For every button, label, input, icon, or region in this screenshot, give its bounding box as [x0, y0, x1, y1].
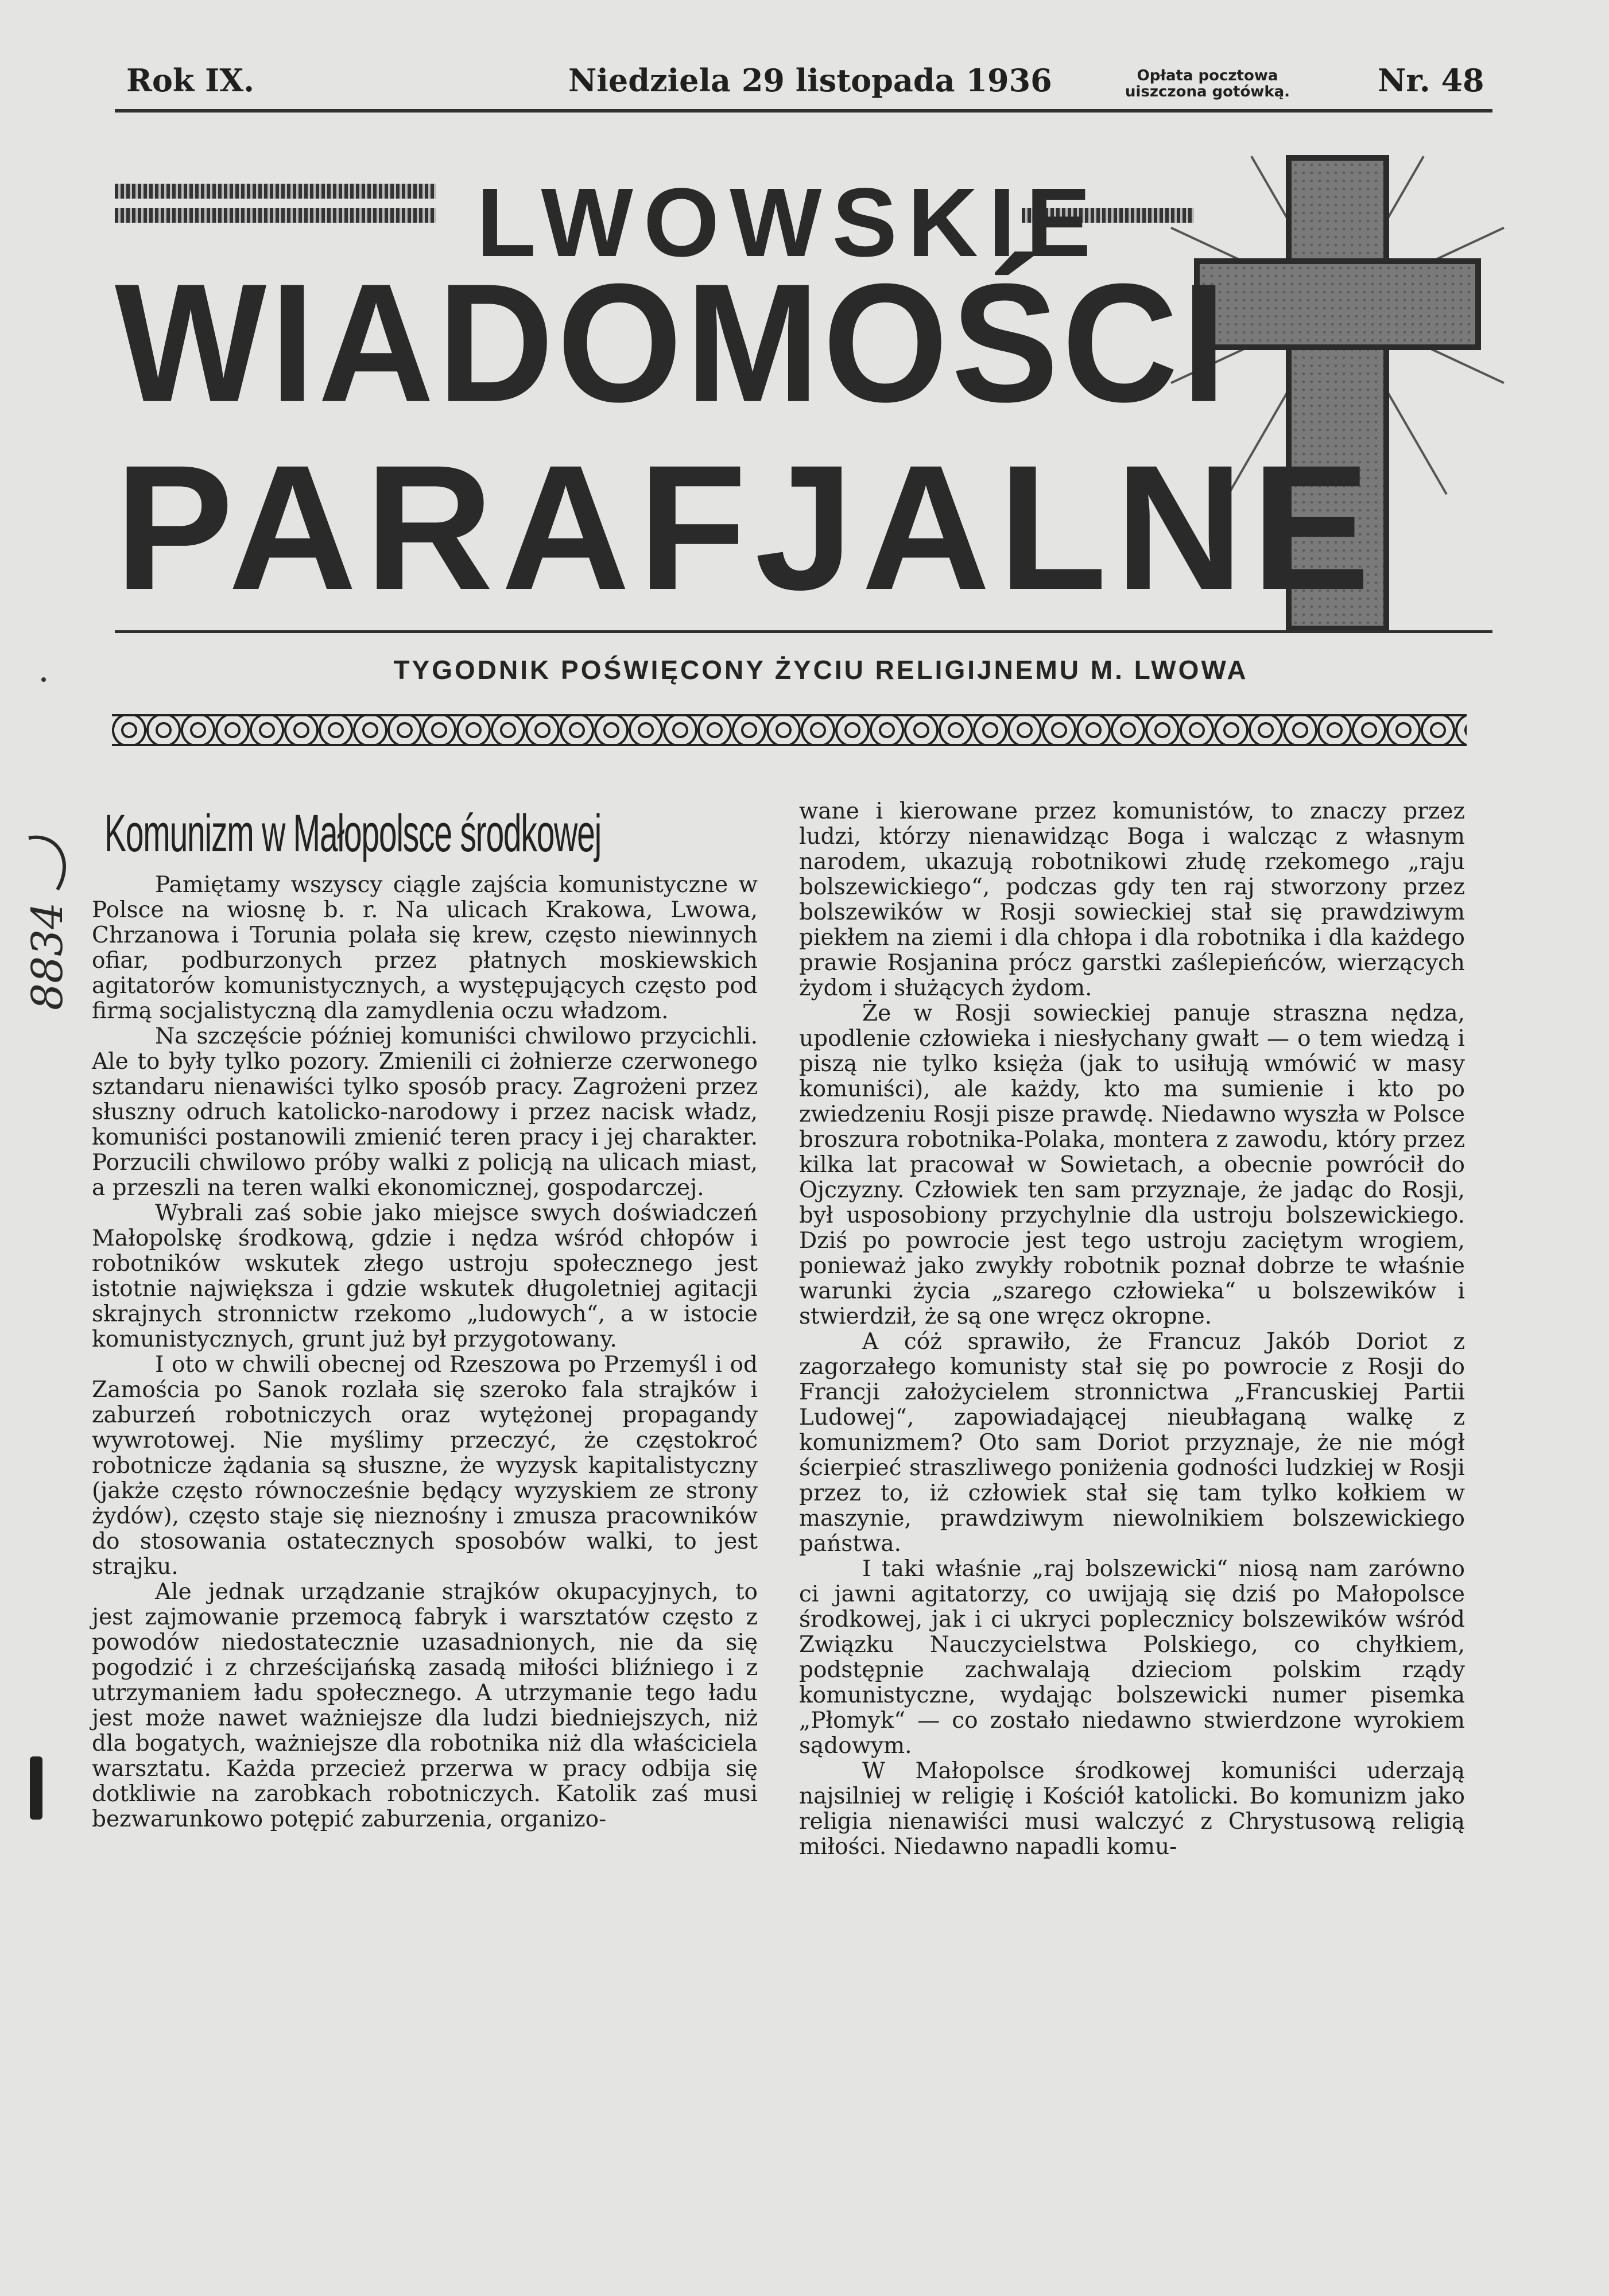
paragraph: Ale jednak urządzanie strajków okupacyjnych, to jest zajmowanie przemocą fabryk i warsztatów często z powodów niedostatecznie uzasadnionych, nie da się pogodzić i z chrześcijańską zasadą miłości bliźniego i z utrzymaniem ładu społecznego. A utrzymanie tego ładu jest może nawet ważniejsze dla ludzi biedniejszych, niż dla bogatych, ważniejsze dla robotnika niż dla właściciela warsztatu. Każda przecież przerwa w pracy odbija się dotkliwie na zarobkach robotniczych. Katolik zaś musi bezwarunkowo potępić zaburzenia, organizo-	[92, 1579, 758, 1832]
paragraph: Na szczęście później komuniści chwilowo przycichli. Ale to były tylko pozory. Zmienili ci żołnierze czerwonego sztandaru nienawiści tylko sposób pracy. Zagrożeni przez słuszny odruch katolicko-narodowy i przez nacisk władz, komuniści postanowili zmienić teren pracy i jej charakter. Porzucili chwilowo próby walki z policją na ulicach miast, a przeszli na teren walki ekonomicznej, gospodarczej.	[92, 1023, 758, 1201]
masthead-line-1: LWOWSKIE	[476, 168, 1102, 277]
paragraph: Że w Rosji sowieckiej panuje straszna nędza, upodlenie człowieka i niesłychany gwałt — o tem wiedzą i piszą nie tylko księża (jak to usiłują wmówić w masy komuniści), ale każdy, kto ma sumienie i kto po zwiedzeniu Rosji pisze prawdę. Niedawno wyszła w Polsce broszura robotnika-Polaka, montera z zawodu, który przez kilka lat pracował w Sowietach, a obecnie powrócił do Ojczyzny. Człowiek ten sam przyznaje, że jadąc do Rosji, był usposobiony przychylnie dla ustroju bolszewickiego. Dziś po powrocie jest tego ustroju zaciętym wrogiem, ponieważ jako zwykły robotnik poznał dobrze te właśnie warunki życia „szarego człowieka“ u bolszewików i stwierdził, że są one wręcz okropne.	[799, 1000, 1465, 1329]
postal-note	[1125, 68, 1290, 100]
masthead-rule	[115, 630, 1492, 633]
masthead-line-3: PARAFJALNE	[115, 428, 1379, 627]
issue-header	[121, 62, 1487, 108]
ink-dot	[41, 677, 46, 682]
handwritten-number-text: 8834	[23, 902, 72, 1010]
masthead-line-2: WIADOMOŚCI	[115, 249, 1230, 437]
masthead-stripe-top	[115, 184, 436, 199]
paragraph: I taki właśnie „raj bolszewicki“ niosą nam zarówno ci jawni agitatorzy, co uwijają się dziś po Małopolsce środkowej, jak i ci ukryci poplecznicy bolszewików wśród Związku Nauczycielstwa Polskiego, co chyłkiem, podstępnie zachwalają dzieciom polskim rządy komunistyczne, wydając bolszewicki numer pisemka „Płomyk“ — co zostało niedawno stwierdzone wyrokiem sądowym.	[799, 1556, 1465, 1759]
paragraph: Wybrali zaś sobie jako miejsce swych doświadczeń Małopolskę środkową, gdzie i nędza wśród chłopów i robotników wskutek złego ustroju społecznego jest istotnie największa i gdzie wskutek długoletniej agitacji skrajnych stronnictw rzekomo „ludowych“, a w istocie komunistycznych, grunt już był przygotowany.	[92, 1200, 758, 1352]
subtitle: TYGODNIK POŚWIĘCONY ŻYCIU RELIGIJNEMU M. LWOWA	[393, 655, 1249, 685]
masthead	[115, 155, 1492, 637]
article-title: Komunizm w Małopolsce środkowej	[104, 804, 602, 863]
article-right-column	[799, 799, 1465, 1860]
paragraph: wane i kierowane przez komunistów, to znaczy przez ludzi, którzy nienawidząc Boga i walcząc z własnym narodem, ukazują robotnikowi złudę rzekomego „raju bolszewickiego“, podczas gdy ten raj stworzony przez bolszewików w Rosji sowieckiej stał się prawdziwym piekłem na ziemi i dla chłopa i dla robotnika i dla każdego prawie Rosjanina prócz garstki zaślepieńców, wierzących żydom i służących żydom.	[799, 798, 1465, 1001]
issue-number: Nr. 48	[1378, 62, 1484, 99]
header-rule	[115, 109, 1492, 113]
postal-note-line1: Opłata pocztowa	[1137, 67, 1278, 84]
issue-date: Niedziela 29 listopada 1936	[568, 62, 1052, 99]
postal-note-line2: uiszczona gotówką.	[1125, 83, 1290, 100]
paragraph: A cóż sprawiło, że Francuz Jakób Doriot z zagorzałego komunisty stał się po powrocie z Rosji do Francji założycielem stronnictwa „Francuskiej Partii Ludowej“, zapowiadającej nieubłaganą walkę z komunizmem? Oto sam Doriot przyznaje, że nie mógł ścierpieć straszliwego poniżenia godności ludzkiej w Rosji przez to, iż człowiek stał się tam tylko kołkiem w maszynie, prawdziwym niewolnikiem bolszewickiego państwa.	[799, 1329, 1465, 1557]
paragraph: I oto w chwili obecnej od Rzeszowa po Przemyśl i od Zamościa po Sanok rozlała się szeroko fala strajków i zaburzeń robotniczych oraz wytężonej propagandy wywrotowej. Nie myślimy przeczyć, że częstokroć robotnicze żądania są słuszne, że wyzysk kapitalistyczny (jakże często równocześnie będący wyzyskiem ze strony żydów), często staje się nieznośny i zmusza pracowników do stosowania ostatecznych sposobów walki, to jest strajku.	[92, 1352, 758, 1580]
volume-year: Rok IX.	[126, 62, 255, 99]
article-left-column	[92, 872, 758, 1832]
paragraph: Pamiętamy wszyscy ciągle zajścia komunistyczne w Polsce na wiosnę b. r. Na ulicach Krakowa, Lwowa, Chrzanowa i Torunia polała się krew, często niewinnych ofiar, podburzonych przez płatnych moskiewskich agitatorów komunistycznych, a występujących często pod firmą socjalistyczną dla zamydlenia oczu władzom.	[92, 872, 758, 1024]
margin-ink-mark	[30, 1756, 42, 1820]
paragraph: W Małopolsce środkowej komuniści uderzają najsilniej w religię i Kościół katolicki. Bo komunizm jako religia nienawiści musi walczyć z Chrystusową religią miłości. Niedawno napadli komu-	[799, 1758, 1465, 1860]
ornamental-border	[112, 714, 1467, 746]
cross-arm	[1194, 258, 1481, 350]
handwritten-number	[23, 827, 80, 1016]
masthead-stripe-bottom	[115, 208, 436, 223]
handwritten-hook	[29, 837, 64, 890]
